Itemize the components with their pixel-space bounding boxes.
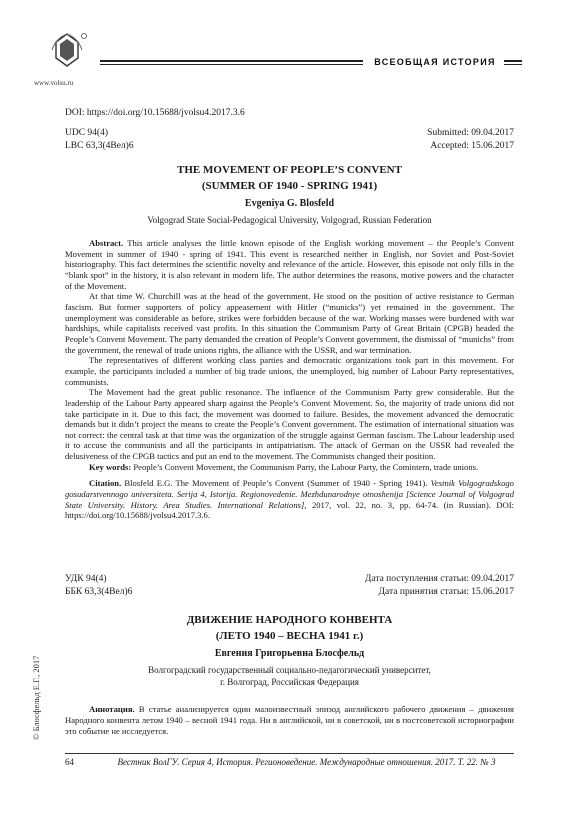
citation-lead: Citation. bbox=[89, 478, 122, 489]
abstract-paragraph: The representatives of different working class parties and democratic organizations took part in this movement. For example, the participants included a number of big trade unions, the unemployed, big number of Labour Party representatives, communists. bbox=[65, 355, 514, 387]
author-ru: Евгения Григорьевна Блосфельд bbox=[214, 648, 365, 659]
abstract-en: Abstract. This article analyses the little known episode of the English working movement – the People’s Convent Movement in summer of 1940 - spring of 1941. This event is researched neither in English, nor Soviet and Post-Soviet historiography. This fact determines the scientific novelty and relevance of the article. However, this episode not only fills in the “blank spot” in the history, it is also relevant in modern life. The author determines the reasons, motive powers and the character of the Movement. At that time W. Churchill was at the head of the government. He stood on the position of active resistance to German fascism. But former supporters of policy appeasement with Hitler (“municks”) yet remained in the government. The unemployment was considerable as before, strikes were forbidden because of the war. Working masses were burdened with war hardships, while capitalists received vast profits. In this situation the Communism Party of Great Britain (CPGB) headed the People’s Convent Movement. The party demanded the creation of People’s Convent government, the dismissal of “munichs” from the government, the renewal of trade unions rights, the alliance with the USSR, and war termination. The representatives of different working class parties and democratic organizations took part in this movement. For example, the participants included a number of big trade unions, the unemployed, big number of Labour Party representatives, communists. The Movement had the great public resonance. The influence of the Communism Party grew considerable. But the leadership of the Labour Party appeared sharp against the People’s Convent Movement. So, the majority of trade unions did not take participate in it. Due to this fact, the movement was doomed to failure. Besides, the movement advanced the democratic demands but it didn’t project the means to create the People’s Convent government. The estimation of international situation was not correct: the central task at that time was the organization of the struggle against German fascism. The Labour leadership used it to accuse the communists and all the participants in antipatriatism. The attack of German on the USSR had revealed the delusiveness of the CPGB tactics and put an end to the movement. The Communists changed their position. Key words: People’s Convent Movement, the Communism Party, the Labour Party, the Comintern, trade unions. Citation. Blosfeld E.G. The Movement of People’s Convent (Summer of 1940 - Spring 1941). Vestnik Volgogradskogo gosudarstvennogo universiteta. Serija 4, Istorija. Regionovedenie. Mezhdunarodnye otnoshenija [Science Journal of Volgograd State University. History. Area Studies. International Relations], 2017, vol. 22, no. 3, pp. 64-74. (in Russian). DOI: https://doi.org/10.15688/jvolsu4.2017.3.6. bbox=[65, 238, 514, 521]
journal-reference: Вестник ВолГУ. Серия 4, История. Регионоведение. Международные отношения. 2017. Т. 22. № 3 bbox=[117, 757, 496, 767]
udc-code: UDC 94(4) bbox=[65, 128, 109, 138]
meta-row bbox=[65, 141, 514, 151]
header-rule bbox=[100, 64, 363, 65]
university-logo bbox=[44, 30, 90, 70]
submitted-date-ru: Дата поступления статьи: 09.04.2017 bbox=[364, 574, 514, 584]
author-en: Evgeniya G. Blosfeld bbox=[244, 198, 335, 209]
meta-row bbox=[65, 128, 514, 138]
affiliation-ru: Волгоградский государственный социально-педагогический университет, г. Волгоград, Российская Федерация bbox=[148, 665, 431, 687]
article-title-en: THE MOVEMENT OF PEOPLE’S CONVENT (SUMMER OF 1940 - SPRING 1941) bbox=[177, 164, 402, 192]
submitted-date: Submitted: 09.04.2017 bbox=[427, 128, 514, 138]
accepted-date: Accepted: 15.06.2017 bbox=[430, 141, 514, 151]
abstract-ru: Аннотация. В статье анализируется один малоизвестный эпизод английского рабочего движения – движения Народного конвента летом 1940 – весной 1941 года. Ни в английской, ни в советской, ни в постсоветской историографии это событие не исследуется. bbox=[65, 704, 514, 736]
lbc-code: LBC 63,3(4Вел)6 bbox=[65, 141, 134, 151]
footer-rule bbox=[65, 753, 514, 754]
accepted-date-ru: Дата принятия статьи: 15.06.2017 bbox=[378, 587, 514, 597]
citation-journal: Vestnik Volgogradskogo gosudarstvennogo universiteta. Serija 4, Istorija. Regionovedenie. Mezhdunarodnye otnoshenija [Science Journal of Volgograd State University. History. Area Studies. International Relations] bbox=[65, 478, 514, 510]
affiliation-en: Volgograd State Social-Pedagogical University, Volgograd, Russian Federation bbox=[147, 215, 432, 225]
keywords: People’s Convent Movement, the Communism Party, the Labour Party, the Comintern, trade unions. bbox=[133, 461, 479, 472]
meta-row-ru bbox=[65, 574, 514, 584]
header-rule bbox=[504, 64, 522, 65]
page-number: 64 bbox=[65, 757, 74, 767]
abstract-lead-ru: Аннотация. bbox=[89, 704, 135, 714]
lbc-code-ru: ББК 63,3(4Вел)6 bbox=[65, 587, 133, 597]
copyright-notice: © Блосфельд Е.Г., 2017 bbox=[31, 655, 41, 740]
site-url[interactable]: www.volsu.ru bbox=[34, 79, 74, 87]
header-rule bbox=[100, 60, 363, 62]
article-title-ru: ДВИЖЕНИЕ НАРОДНОГО КОНВЕНТА (ЛЕТО 1940 – ВЕСНА 1941 г.) bbox=[186, 614, 393, 642]
keywords-lead: Key words: bbox=[89, 461, 132, 472]
abstract-paragraph: The Movement had the great public resonance. The influence of the Communism Party grew considerable. But the leadership of the Labour Party appeared sharp against the People’s Convent Movement. So, the majority of trade unions did not take participate in it. Due to this fact, the movement was doomed to failure. Besides, the movement advanced the democratic demands but it didn’t project the means to create the People’s Convent government. The estimation of international situation was not correct: the central task at that time was the organization of the struggle against German fascism. The Labour leadership used it to accuse the communists and all the participants in antipatriatism. The attack of German on the USSR had revealed the delusiveness of the CPGB tactics and put an end to the movement. The Communists changed their position. bbox=[65, 387, 514, 462]
abstract-paragraph: At that time W. Churchill was at the head of the government. He stood on the position of active resistance to German fascism. But former supporters of policy appeasement with Hitler (“municks”) yet remained in the government. The unemployment was considerable as before, strikes were forbidden because of the war. Working masses were burdened with war hardships, while capitalists received vast profits. In this situation the Communism Party of Great Britain (CPGB) headed the People’s Convent Movement. The party demanded the creation of People’s Convent government, the dismissal of “munichs” from the government, the renewal of trade unions rights, the alliance with the USSR, and war termination. bbox=[65, 291, 514, 355]
meta-row-ru bbox=[65, 587, 514, 597]
udc-code-ru: УДК 94(4) bbox=[65, 574, 107, 584]
doi-link[interactable]: DOI: https://doi.org/10.15688/jvolsu4.2017.3.6 bbox=[65, 108, 245, 118]
section-rubric: ВСЕОБЩАЯ ИСТОРИЯ bbox=[374, 57, 496, 67]
header-rule bbox=[504, 60, 522, 62]
page-footer bbox=[65, 757, 514, 767]
abstract-lead: Abstract. bbox=[89, 238, 124, 248]
